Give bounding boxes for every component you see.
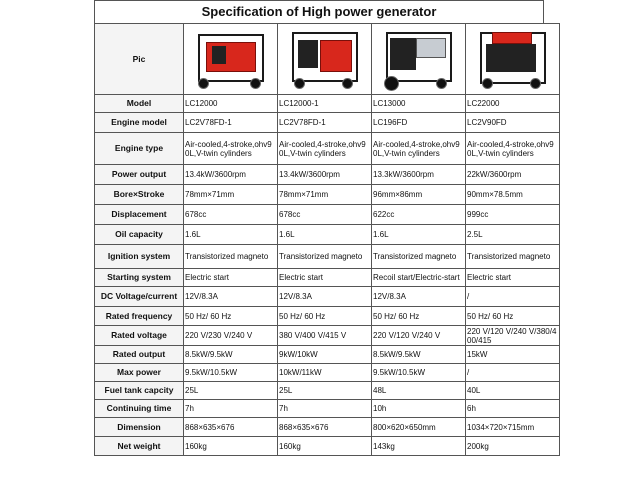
row-label: Continuing time <box>95 400 184 418</box>
generator-red-icon <box>192 28 270 90</box>
table-cell: 50 Hz/ 60 Hz <box>372 307 466 326</box>
table-cell: 380 V/400 V/415 V <box>278 326 372 346</box>
table-cell: 8.5kW/9.5kW <box>184 346 278 364</box>
table-cell: 50 Hz/ 60 Hz <box>278 307 372 326</box>
table-cell: 22kW/3600rpm <box>466 165 560 185</box>
table-row <box>95 287 560 307</box>
table-cell: 13.3kW/3600rpm <box>372 165 466 185</box>
row-label: Oil capacity <box>95 225 184 245</box>
table-cell: 78mm×71mm <box>184 185 278 205</box>
table-cell: 40L <box>466 382 560 400</box>
table-row <box>95 437 560 456</box>
table-cell: 10h <box>372 400 466 418</box>
table-cell: 10kW/11kW <box>278 364 372 382</box>
table-cell: 1034×720×715mm <box>466 418 560 437</box>
row-label: Net weight <box>95 437 184 456</box>
table-cell: LC2V90FD <box>466 113 560 133</box>
table-cell: LC196FD <box>372 113 466 133</box>
table-row <box>95 245 560 269</box>
table-row <box>95 269 560 287</box>
table-cell: 6h <box>466 400 560 418</box>
table-cell: 868×635×676 <box>278 418 372 437</box>
table-cell: Air-cooled,4-stroke,ohv90L,V-twin cylinders <box>184 133 278 165</box>
table-row-pic <box>95 24 560 95</box>
row-label: Ignition system <box>95 245 184 269</box>
table-cell: 90mm×78.5mm <box>466 185 560 205</box>
table-cell: 48L <box>372 382 466 400</box>
table-cell: 12V/8.3A <box>372 287 466 307</box>
table-cell: 50 Hz/ 60 Hz <box>466 307 560 326</box>
spec-sheet <box>94 0 557 480</box>
table-cell: 8.5kW/9.5kW <box>372 346 466 364</box>
row-label: Rated output <box>95 346 184 364</box>
table-cell: Air-cooled,4-stroke,ohv90L,V-twin cylinders <box>372 133 466 165</box>
table-cell: LC2V78FD-1 <box>184 113 278 133</box>
pic-cell-1 <box>184 24 278 95</box>
table-cell: 15kW <box>466 346 560 364</box>
table-row <box>95 165 560 185</box>
table-cell: 678cc <box>184 205 278 225</box>
table-cell: Air-cooled,4-stroke,ohv90L,V-twin cylinders <box>466 133 560 165</box>
generator-open-frame-icon <box>474 28 552 90</box>
row-label: Engine model <box>95 113 184 133</box>
table-cell: 143kg <box>372 437 466 456</box>
table-cell: LC22000 <box>466 95 560 113</box>
table-cell: 96mm×86mm <box>372 185 466 205</box>
table-cell: LC2V78FD-1 <box>278 113 372 133</box>
table-cell: 7h <box>278 400 372 418</box>
table-cell: Transistorized magneto <box>466 245 560 269</box>
row-label: Fuel tank capcity <box>95 382 184 400</box>
table-cell: 160kg <box>184 437 278 456</box>
table-cell: 7h <box>184 400 278 418</box>
table-cell: Electric start <box>278 269 372 287</box>
row-label: Dimension <box>95 418 184 437</box>
table-cell: Air-cooled,4-stroke,ohv90L,V-twin cylinders <box>278 133 372 165</box>
table-cell: 1.6L <box>184 225 278 245</box>
row-label: Model <box>95 95 184 113</box>
table-cell: 9.5kW/10.5kW <box>184 364 278 382</box>
generator-red-icon <box>286 28 364 90</box>
row-label: DC Voltage/current <box>95 287 184 307</box>
table-row <box>95 185 560 205</box>
table-row <box>95 346 560 364</box>
table-cell: Transistorized magneto <box>278 245 372 269</box>
table-cell: 220 V/230 V/240 V <box>184 326 278 346</box>
pic-cell-3 <box>372 24 466 95</box>
table-cell: LC12000-1 <box>278 95 372 113</box>
pic-cell-2 <box>278 24 372 95</box>
generator-silver-icon <box>380 28 458 90</box>
table-cell: 12V/8.3A <box>184 287 278 307</box>
table-cell: 12V/8.3A <box>278 287 372 307</box>
table-cell: 220 V/120 V/240 V/380/400/415 <box>466 326 560 346</box>
row-label: Starting system <box>95 269 184 287</box>
table-cell: 78mm×71mm <box>278 185 372 205</box>
table-cell: 678cc <box>278 205 372 225</box>
table-row <box>95 95 560 113</box>
table-row <box>95 133 560 165</box>
table-row <box>95 400 560 418</box>
row-label: Rated voltage <box>95 326 184 346</box>
table-cell: 9.5kW/10.5kW <box>372 364 466 382</box>
table-cell: 13.4kW/3600rpm <box>278 165 372 185</box>
table-cell: / <box>466 287 560 307</box>
table-row <box>95 326 560 346</box>
row-label: Bore×Stroke <box>95 185 184 205</box>
table-row <box>95 113 560 133</box>
table-cell: 25L <box>184 382 278 400</box>
table-cell: LC12000 <box>184 95 278 113</box>
table-cell: 999cc <box>466 205 560 225</box>
table-cell: 1.6L <box>278 225 372 245</box>
table-cell: 9kW/10kW <box>278 346 372 364</box>
table-cell: 868×635×676 <box>184 418 278 437</box>
table-cell: Transistorized magneto <box>372 245 466 269</box>
row-label: Engine type <box>95 133 184 165</box>
table-cell: Electric start <box>466 269 560 287</box>
table-row <box>95 382 560 400</box>
row-label: Max power <box>95 364 184 382</box>
table-row <box>95 225 560 245</box>
row-label: Rated frequency <box>95 307 184 326</box>
row-label-pic: Pic <box>95 24 184 95</box>
page-title: Specification of High power generator <box>94 0 544 24</box>
row-label: Displacement <box>95 205 184 225</box>
table-row <box>95 307 560 326</box>
table-cell: Electric start <box>184 269 278 287</box>
table-cell: 25L <box>278 382 372 400</box>
table-cell: 622cc <box>372 205 466 225</box>
table-cell: 160kg <box>278 437 372 456</box>
table-row <box>95 418 560 437</box>
table-cell: 220 V/120 V/240 V <box>372 326 466 346</box>
table-cell: 50 Hz/ 60 Hz <box>184 307 278 326</box>
table-row <box>95 364 560 382</box>
table-cell: 1.6L <box>372 225 466 245</box>
table-cell: 200kg <box>466 437 560 456</box>
table-cell: 13.4kW/3600rpm <box>184 165 278 185</box>
table-cell: LC13000 <box>372 95 466 113</box>
table-cell: 2.5L <box>466 225 560 245</box>
spec-table <box>94 23 560 456</box>
table-cell: Recoil start/Electric-start <box>372 269 466 287</box>
table-cell: / <box>466 364 560 382</box>
table-cell: 800×620×650mm <box>372 418 466 437</box>
pic-cell-4 <box>466 24 560 95</box>
table-row <box>95 205 560 225</box>
table-cell: Transistorized magneto <box>184 245 278 269</box>
row-label: Power output <box>95 165 184 185</box>
